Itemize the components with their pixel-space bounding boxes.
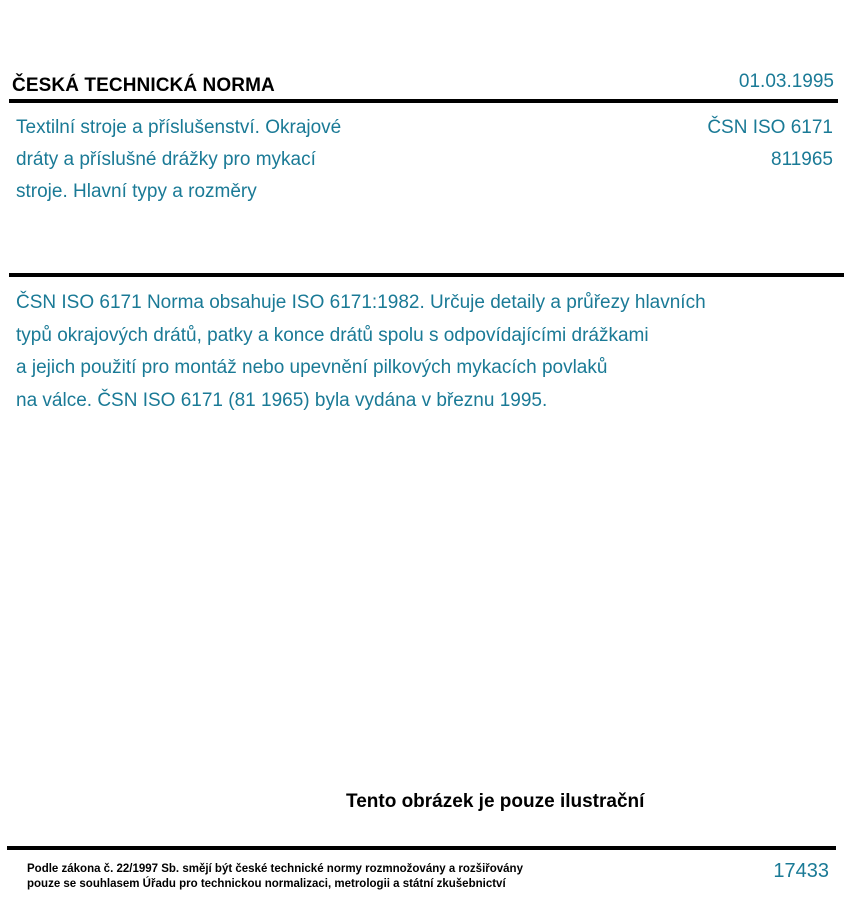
publication-date: 01.03.1995 — [738, 71, 834, 92]
legal-notice — [27, 862, 523, 892]
summary-line: typů okrajových drátů, patky a konce drátů spolu s odpovídajícími drážkami — [16, 324, 649, 346]
summary-line: na válce. ČSN ISO 6171 (81 1965) byla vydána v březnu 1995. — [16, 389, 548, 411]
standard-identifiers — [707, 112, 833, 176]
summary-line: a jejich použití pro montáž nebo upevnění pilkových mykacích povlaků — [16, 357, 608, 378]
subject-line: dráty a příslušné drážky pro mykací — [16, 149, 316, 170]
standard-subject — [16, 112, 341, 208]
standard-code: ČSN ISO 6171 — [707, 117, 833, 138]
subject-line: stroje. Hlavní typy a rozměry — [16, 181, 257, 202]
legal-line: pouze se souhlasem Úřadu pro technickou normalizaci, metrologii a státní zkušebnictví — [27, 878, 506, 890]
norm-title: ČESKÁ TECHNICKÁ NORMA — [12, 75, 275, 96]
subject-line: Textilní stroje a příslušenství. Okrajové — [16, 117, 342, 138]
illustration-notice: Tento obrázek je pouze ilustrační — [346, 791, 645, 812]
summary-line: ČSN ISO 6171 Norma obsahuje ISO 6171:1982. Určuje detaily a průřezy hlavních — [16, 292, 706, 313]
document-number: 17433 — [773, 860, 829, 882]
top-divider — [9, 99, 838, 103]
bottom-divider — [7, 846, 836, 850]
middle-divider — [9, 273, 844, 277]
standard-summary — [16, 287, 706, 417]
class-number: 811965 — [771, 149, 833, 170]
legal-line: Podle zákona č. 22/1997 Sb. smějí být české technické normy rozmnožovány a rozšiřovány — [27, 863, 523, 875]
